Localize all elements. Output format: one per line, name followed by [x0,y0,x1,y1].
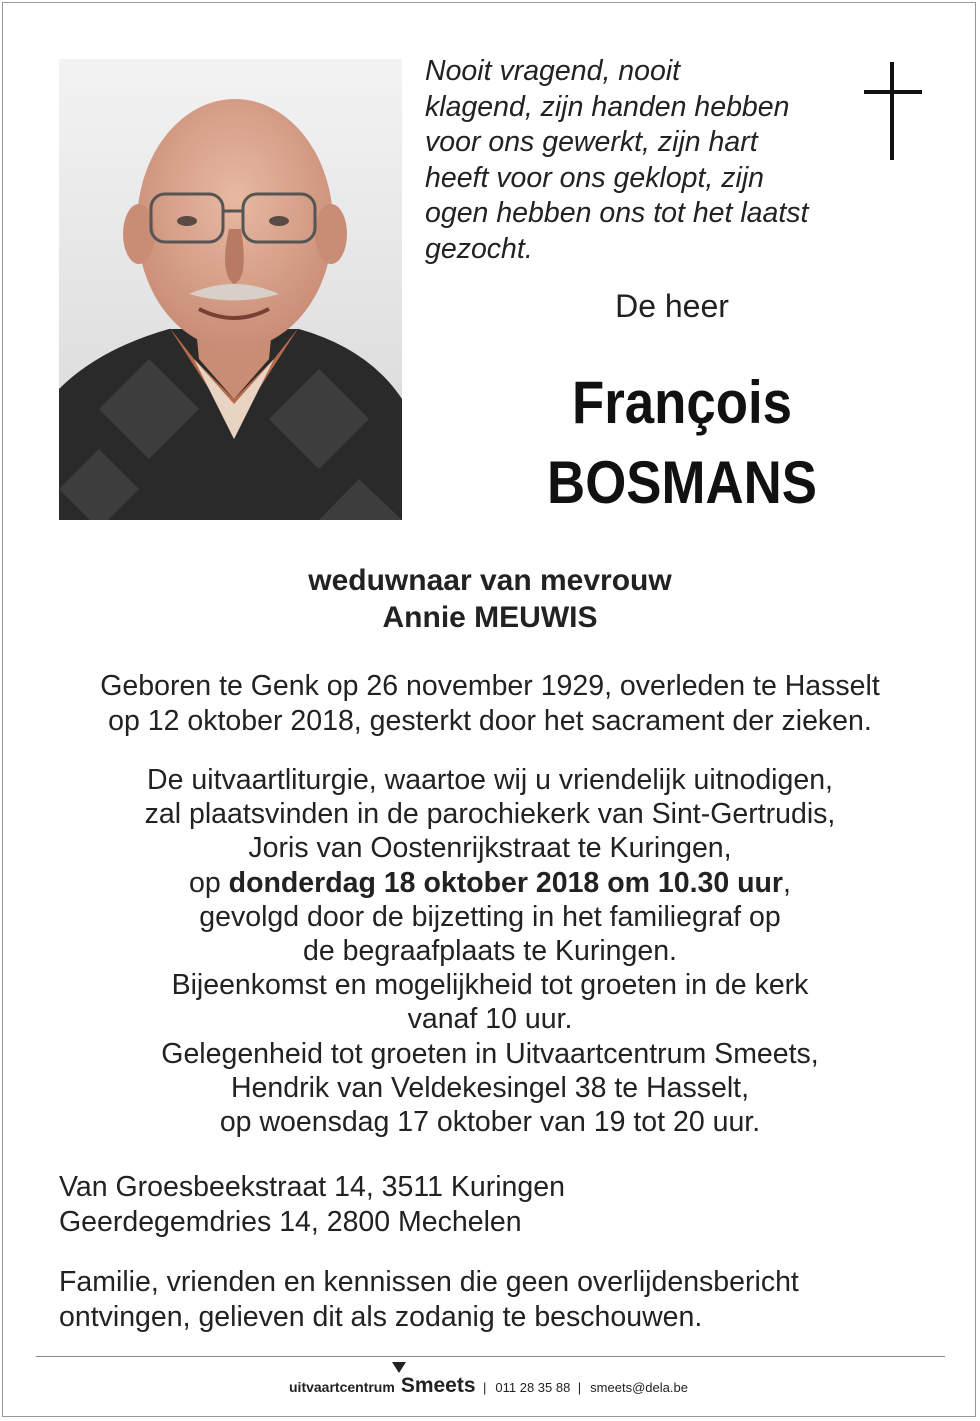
funeral-line: de begraafplaats te Kuringen. [303,935,677,968]
funeral-details [0,763,980,1139]
addresses [59,1170,565,1240]
funeral-line: De uitvaartliturgie, waartoe wij u vriendelijk uitnodigen, [147,764,833,796]
funeral-line: vanaf 10 uur. [407,1003,573,1036]
footer-divider [36,1356,945,1357]
widow-line: weduwnaar van mevrouw [308,564,672,597]
funeral-date: donderdag 18 oktober 2018 om 10.30 uur [228,866,784,899]
funeral-line: zal plaatsvinden in de parochiekerk van Sint-Gertrudis, [144,798,836,831]
funeral-line: op woensdag 17 oktober van 19 tot 20 uur. [219,1106,761,1139]
footer-email: smeets@dela.be [590,1380,688,1395]
portrait-photo [59,59,402,520]
address-line: Geerdegemdries 14, 2800 Mechelen [59,1206,522,1238]
address-line: Van Groesbeekstraat 14, 3511 Kuringen [59,1171,565,1203]
first-name: François [571,369,793,436]
poem [425,54,855,267]
family-notice [59,1265,799,1335]
poem-line: heeft voor ons geklopt, zijn [425,161,765,194]
funeral-date-prefix: op [189,866,229,899]
family-notice-line: Familie, vrienden en kennissen die geen overlijdensbericht [59,1266,799,1298]
footer-separator: | [482,1380,487,1395]
last-name: BOSMANS [547,449,817,516]
funeral-line: Gelegenheid tot groeten in Uitvaartcentrum Smeets, [161,1037,819,1070]
funeral-line: Hendrik van Veldekesingel 38 te Hasselt, [230,1071,750,1104]
triangle-marker-icon [392,1362,406,1373]
poem-line: gezocht. [425,232,533,265]
poem-line: ogen hebben ons tot het laatst [425,197,809,229]
funeral-date-line [0,866,980,900]
birth-death-info [0,669,980,739]
funeral-date-suffix: , [783,866,791,899]
funeral-line: Bijeenkomst en mogelijkheid tot groeten in de kerk [171,969,809,1002]
footer-separator: | [577,1380,582,1395]
cross-icon [864,62,922,160]
footer-phone: 011 28 35 88 [495,1380,571,1395]
poem-line: voor ons gewerkt, zijn hart [425,126,758,158]
funeral-line: gevolgd door de bijzetting in het familiegraf op [199,900,781,933]
family-notice-line: ontvingen, gelieven dit als zodanig te beschouwen. [59,1301,703,1333]
birth-line: Geboren te Genk op 26 november 1929, overleden te Hasselt [100,670,880,702]
death-line: op 12 oktober 2018, gesterkt door het sacrament der zieken. [108,705,872,737]
footer-brand: Smeets [400,1374,476,1397]
poem-line: Nooit vragend, nooit [425,55,681,87]
footer-brand-small: uitvaartcentrum [289,1379,395,1395]
honorific: De heer [615,288,729,324]
footer [289,1374,688,1398]
funeral-line: Joris van Oostenrijkstraat te Kuringen, [248,832,732,865]
widow-note [0,562,980,636]
poem-line: klagend, zijn handen hebben [425,90,790,123]
spouse-name: Annie MEUWIS [382,601,598,634]
